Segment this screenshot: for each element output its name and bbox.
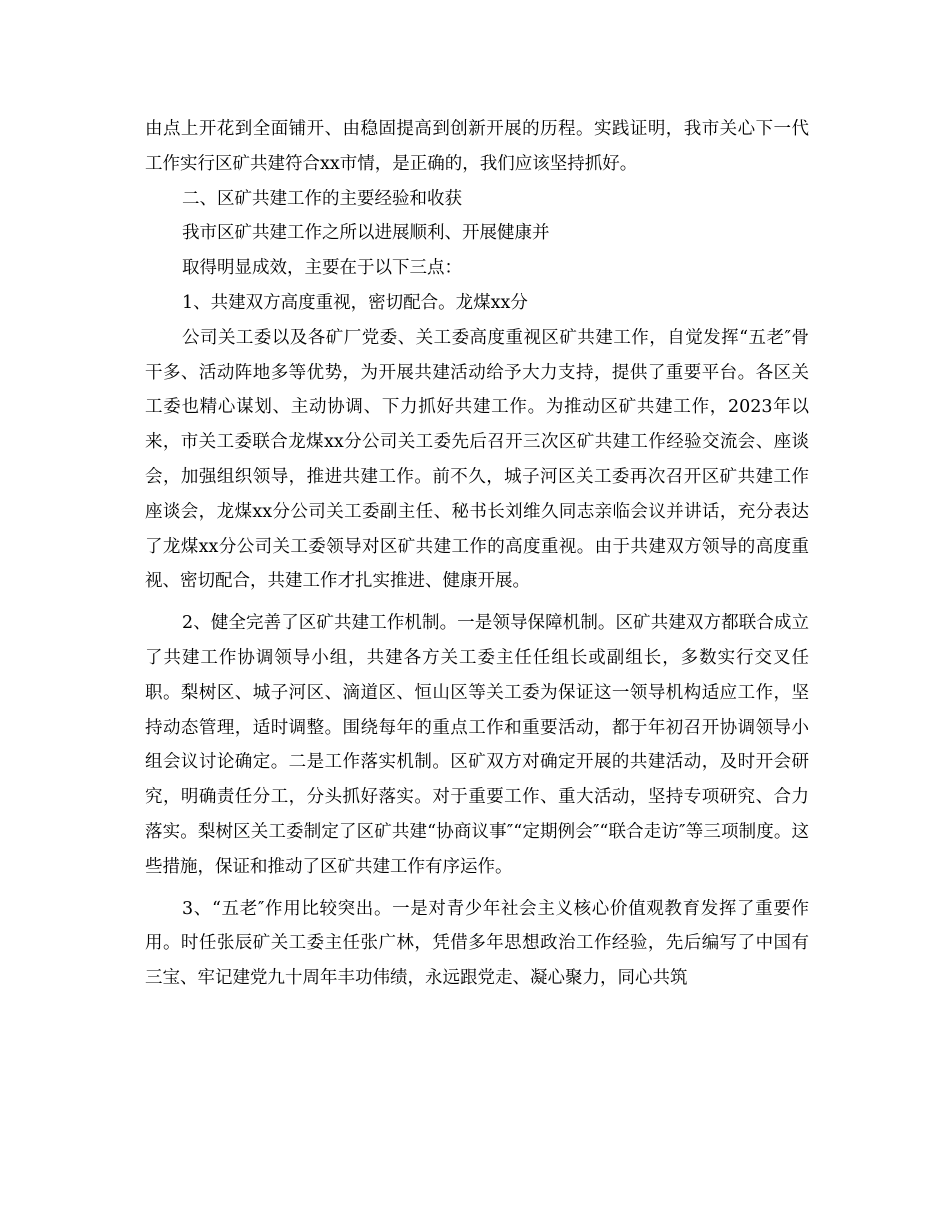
paragraph-intro-continuation: 由点上开花到全面铺开、由稳固提高到创新开展的历程。实践证明，我市关心下一代工作实行区矿共建符合xx市情，是正确的，我们应该坚持抓好。 <box>145 119 809 174</box>
paragraph-line: 取得明显成效，主要在于以下三点： <box>182 258 462 279</box>
point-2-body: 2、健全完善了区矿共建工作机制。一是领导保障机制。区矿共建双方都联合成立了共建工作协调领导小组，共建各方关工委主任任组长或副组长，多数实行交叉任职。梨树区、城子河区、滴道区、恒山区等关工委为保证这一领导机构适应工作，坚持动态管理，适时调整。围绕每年的重点工作和重要活动，都于年初召开协调领导小组会议讨论确定。二是工作落实机制。区矿双方对确定开展的共建活动，及时开会研究，明确责任分工，分头抓好落实。对于重要工作、重大活动，坚持专项研究、合力落实。梨树区关工委制定了区矿共建“协商议事″“定期例会″“联合走访″等三项制度。这些措施，保证和推动了区矿共建工作有序运作。 <box>145 613 809 877</box>
section-heading: 二、区矿共建工作的主要经验和收获 <box>182 188 462 209</box>
paragraph-line: 我市区矿共建工作之所以进展顺利、开展健康并 <box>182 223 550 244</box>
point-1-body: 公司关工委以及各矿厂党委、关工委高度重视区矿共建工作，自觉发挥“五老″骨干多、活动阵地多等优势，为开展共建活动给予大力支持，提供了重要平台。各区关工委也精心谋划、主动协调、下力抓好共建工作。为推动区矿共建工作，2023年以来，市关工委联合龙煤xx分公司关工委先后召开三次区矿共建工作经验交流会、座谈会，加强组织领导，推进共建工作。前不久，城子河区关工委再次召开区矿共建工作座谈会，龙煤xx分公司关工委副主任、秘书长刘维久同志亲临会议并讲话，充分表达了龙煤xx分公司关工委领导对区矿共建工作的高度重视。由于共建双方领导的高度重视、密切配合，共建工作才扎实推进、健康开展。 <box>145 327 809 592</box>
point-3-body: 3、“五老″作用比较突出。一是对青少年社会主义核心价值观教育发挥了重要作用。时任张辰矿关工委主任张广林，凭借多年思想政治工作经验，先后编写了中国有三宝、牢记建党九十周年丰功伟绩，永远跟党走、凝心聚力，同心共筑 <box>145 898 809 989</box>
point-1-heading: 1、共建双方高度重视，密切配合。龙煤xx分 <box>182 292 528 313</box>
document-body <box>145 112 809 996</box>
